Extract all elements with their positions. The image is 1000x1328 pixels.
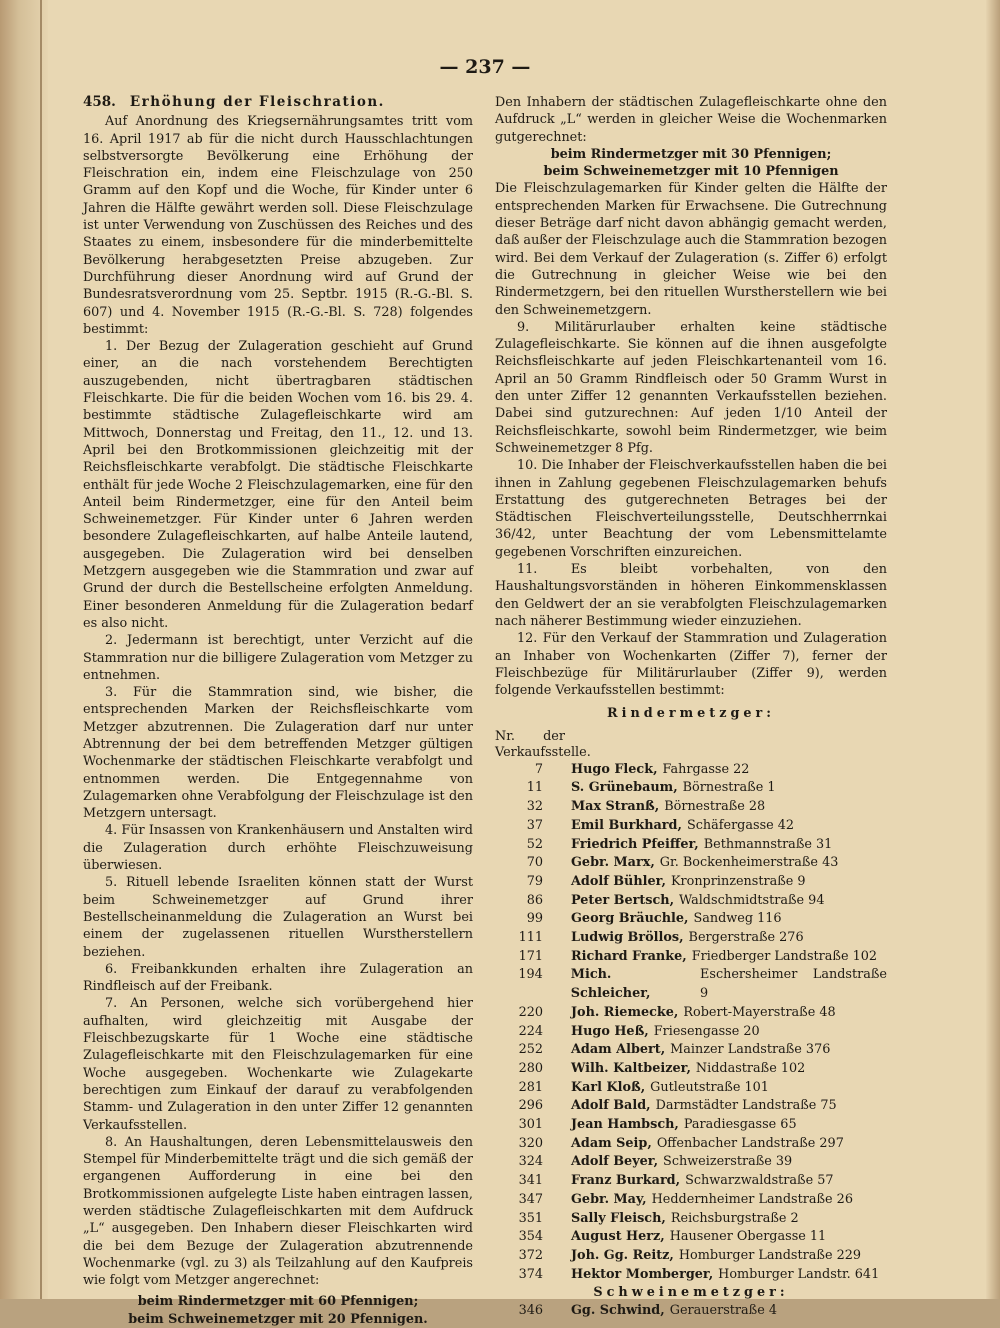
rate-rindermetzger: beim Rindermetzger mit 30 Pfennigen;: [550, 146, 832, 162]
list-item: [495, 817, 887, 836]
paragraph-3: 3. Für die Stammration sind, wie bisher, die entsprechenden Marken der Reichsfleischkarte vom Metzger abzutrennen. Die Zulageration darf nur unter Abtrennung der bei dem betreffenden Metzger gültigen Wochenmarke der städtischen Fleischkarte verabfolgt und entnommen werden. Die Entgegennahme von Zulagemarken ohne Verabfolgung der Fleischzulage ist den Metzgern untersagt.: [83, 685, 473, 822]
paragraph-7: 7. An Personen, welche sich vorübergehend hier aufhalten, wird gleichzeitig mit Ausgabe der Fleischbezugskarte für 1 Woche eine städtische Zulagefleischkarte mit den Fleischzulagemarken für eine Woche ausgegeben. Wochenkarte wie Zulagekarte berechtigen zum Einkauf der darauf zu verabfolgenden Stamm- und Zulageration in den unter Ziffer 12 genannten Verkaufsstellen.: [83, 996, 473, 1133]
list-item-number: 171: [518, 948, 543, 964]
list-item-addr: Friedberger Landstraße 102: [691, 948, 878, 964]
list-item-number: 111: [518, 930, 543, 946]
list-item-addr: Reichsburgstraße 2: [670, 1210, 799, 1226]
list-item: [495, 966, 887, 1003]
list-item-name: Joh. Riemecke,: [571, 1004, 679, 1020]
list-item-name: Gebr. May,: [571, 1191, 647, 1207]
list-item: [495, 1135, 887, 1154]
list-item-number: 301: [518, 1117, 543, 1133]
paragraph-8-end: Die Fleischzulagemarken für Kinder gelten die Hälfte der entsprechenden Marken für Erwachsene. Die Gutrechnung dieser Beträge darf nicht davon abhängig gemacht werden, daß außer der Fleischzulage auch die Stammration bezogen wird. Bei dem Verkauf der Zulageration (s. Ziffer 6) erfolgt die Gutrechnung in gleicher Weise wie bei den Rindermetzgern, bei den rituellen Wurstherstellern wie bei den Schweinemetzgern.: [495, 181, 888, 318]
section-heading: [83, 94, 473, 111]
list-item-name: Sally Fleisch,: [571, 1210, 666, 1226]
paragraph-8: 8. An Haushaltungen, deren Lebensmittelausweis den Stempel für Minderbemittelte trägt und die sich gemäß der ergangenen Aufforderung in eine bei den Brotkommissionen aufgelegte Liste haben eintragen lassen, werden städtische Zulagefleischkarten mit dem Aufdruck „L“ ausgegeben. Den Inhabern dieser Fleischkarten wird die bei dem Bezuge der Zulageration abzutrennende Wochenmarke (vgl. zu 3) als Teilzahlung auf den Kaufpreis wie folgt vom Metzger angerechnet:: [83, 1134, 473, 1289]
list-item-name: Wilh. Kaltbeizer,: [571, 1060, 691, 1076]
list-item-number: 324: [518, 1154, 543, 1170]
list-item-addr: Börnestraße 1: [682, 780, 776, 796]
list-item: [495, 1041, 887, 1060]
section-title: Erhöhung der Fleischration.: [129, 94, 385, 110]
list-item-addr: Niddastraße 102: [695, 1060, 806, 1076]
list-item: [495, 1210, 887, 1229]
list-item-number: 86: [526, 892, 543, 908]
paragraph-8-continued: Den Inhabern der städtischen Zulagefleischkarte ohne den Aufdruck „L“ werden in gleicher Weise die Wochenmarken gutgerechnet:: [495, 95, 887, 145]
list-item: [495, 1172, 887, 1191]
heading-rindermetzger: Rindermetzger:: [606, 706, 776, 722]
list-item-addr: Schweizerstraße 39: [663, 1154, 793, 1170]
list-item-addr: Bethmannstraße 31: [703, 836, 833, 852]
list-item-name: Emil Burkhard,: [571, 817, 682, 833]
list-item-addr: Mainzer Landstraße 376: [670, 1042, 831, 1058]
list-item-addr: Gr. Bockenheimerstraße 43: [659, 855, 839, 871]
list-item: [495, 873, 887, 892]
page-number: — 237 —: [439, 56, 531, 78]
list-item-name: Friedrich Pfeiffer,: [571, 836, 699, 852]
list-item-addr: Heddernheimer Landstraße 26: [651, 1191, 853, 1207]
list-item-name: Joh. Gg. Reitz,: [571, 1247, 674, 1263]
rate-rindermetzger-l: beim Rindermetzger mit 60 Pfennigen;: [137, 1294, 419, 1310]
list-item-number: 220: [518, 1004, 543, 1020]
list-column-header: [495, 729, 887, 761]
list-item: [495, 1266, 887, 1285]
list-item-addr: Börnestraße 28: [664, 799, 766, 815]
list-item-name: Ludwig Bröllos,: [571, 930, 684, 946]
list-item-name: Gebr. Marx,: [571, 855, 655, 871]
list-item: [495, 929, 887, 948]
list-item-name: Mich. Schleicher,: [570, 967, 651, 1002]
list-item-name: Adam Seip,: [571, 1135, 652, 1151]
list-item-number: 7: [534, 761, 543, 777]
heading-schweinemetzger: Schweinemetzger:: [593, 1285, 789, 1301]
list-item-addr: Paradiesgasse 65: [683, 1117, 797, 1133]
list-item: [495, 1153, 887, 1172]
list-item: [495, 1228, 887, 1247]
list-item: [495, 1116, 887, 1135]
list-item-number: 280: [518, 1060, 543, 1076]
list-item: [495, 1302, 887, 1321]
list-item-name: Hugo Fleck,: [571, 761, 658, 777]
list-item-number: 11: [526, 780, 543, 796]
list-item-name: Jean Hambsch,: [571, 1117, 679, 1133]
list-item: [495, 1023, 887, 1042]
list-item-number: 346: [518, 1302, 543, 1318]
list-item-name: Adolf Beyer,: [571, 1154, 659, 1170]
section-number: 458.: [83, 94, 116, 110]
left-column: [83, 94, 473, 1328]
list-item-number: 354: [518, 1229, 543, 1245]
right-column: [495, 94, 887, 1320]
list-item-name: Gg. Schwind,: [571, 1302, 665, 1318]
list-item-name: Adolf Bald,: [571, 1098, 651, 1114]
list-item-addr: Hausener Obergasse 11: [669, 1229, 827, 1245]
list-item-number: 224: [518, 1023, 543, 1039]
schweinemetzger-list: [495, 1302, 887, 1321]
list-item-number: 281: [518, 1079, 543, 1095]
list-item-number: 52: [526, 836, 543, 852]
list-item: [495, 1060, 887, 1079]
list-item-addr: Homburger Landstraße 229: [678, 1247, 862, 1263]
list-item: [495, 948, 887, 967]
list-item: [495, 892, 887, 911]
list-item: [495, 1004, 887, 1023]
list-item: [495, 1191, 887, 1210]
list-item-name: Hugo Heß,: [571, 1023, 649, 1039]
page-binding-edge: [0, 0, 48, 1299]
column-header-nr: Nr. der Verkaufsstelle.: [495, 728, 591, 760]
list-item-number: 347: [518, 1191, 543, 1207]
list-item-number: 79: [526, 873, 543, 889]
list-item-number: 374: [518, 1266, 543, 1282]
paragraph-4: 4. Für Insassen von Krankenhäusern und Anstalten wird die Zulageration durch erhöhte Fleischzuweisung überwiesen.: [83, 823, 473, 874]
list-item-number: 70: [526, 855, 543, 871]
list-item-number: 341: [518, 1173, 543, 1189]
rate-schweinemetzger: beim Schweinemetzger mit 10 Pfennigen: [543, 164, 839, 180]
paragraph-12: 12. Für den Verkauf der Stammration und Zulageration an Inhaber von Wochenkarten (Ziffer 7), ferner der Fleischbezüge für Militärurlauber (Ziffer 9), werden folgende Verkaufsstellen bestimmt:: [495, 631, 887, 699]
list-item-addr: Gerauerstraße 4: [669, 1302, 777, 1318]
list-item-addr: Offenbacher Landstraße 297: [656, 1135, 844, 1151]
list-item-name: Max Stranß,: [571, 799, 660, 815]
list-item-addr: Friesengasse 20: [653, 1023, 760, 1039]
list-item: [495, 836, 887, 855]
list-item-number: 372: [518, 1247, 543, 1263]
list-item-number: 32: [526, 799, 543, 815]
page-right-edge: [986, 0, 1000, 1299]
paragraph-2: 2. Jedermann ist berechtigt, unter Verzicht auf die Stammration nur die billigere Zulageration vom Metzger zu entnehmen.: [83, 633, 473, 683]
paragraph-1: 1. Der Bezug der Zulageration geschieht auf Grund einer, an die nach vorstehendem Berechtigten auszugebenden, nicht übertragbaren städtischen Fleischkarte. Die für die beiden Wochen vom 16. bis 29. 4. bestimmte städtische Zulagefleischkarte wird am Mittwoch, Donnerstag und Freitag, den 11., 12. und 13. April bei den Brotkommissionen gleichzeitig mit der Reichsfleischkarte verabfolgt. Die städtische Fleischkarte enthält für jede Woche 2 Fleischzulagemarken, eine für den Anteil beim Rindermetzger, eine für den Anteil beim Schweinemetzger. Für Kinder unter 6 Jahren werden besondere Zulagefleischkarten, auf halbe Anteile lautend, ausgegeben. Die Zulageration wird bei denselben Metzgern ausgegeben wie die Stammration und zwar auf Grund der durch die Bestellscheine erfolgten Anmeldung. Einer besonderen Anmeldung für die Zulageration bedarf es also nicht.: [83, 339, 473, 631]
paragraph-11: 11. Es bleibt vorbehalten, von den Haushaltungsvorständen in höheren Einkommensklassen den Geldwert der an sie verabfolgten Fleischzulagemarken nach näherer Bestimmung wieder einzuziehen.: [495, 562, 887, 629]
rate-schweinemetzger-l: beim Schweinemetzger mit 20 Pfennigen.: [128, 1311, 428, 1327]
paragraph-5: 5. Rituell lebende Israeliten können statt der Wurst beim Schweinemetzger auf Grund ihrer Bestellscheinanmeldung die Zulageration an Wurst bei einem der zugelassenen rituellen Wurstherstellern beziehen.: [83, 875, 473, 960]
list-item: [495, 1097, 887, 1116]
list-item-addr: Robert-Mayerstraße 48: [683, 1004, 836, 1020]
list-item-addr: Gutleutstraße 101: [650, 1079, 769, 1095]
list-item: [495, 854, 887, 873]
list-item-addr: Sandweg 116: [693, 911, 782, 927]
list-item-number: 320: [518, 1135, 543, 1151]
list-item-addr: Darmstädter Landstraße 75: [655, 1098, 837, 1114]
list-item-name: Adolf Bühler,: [571, 873, 666, 889]
rindermetzger-list: [495, 761, 887, 1285]
list-item-number: 37: [526, 817, 543, 833]
list-item-name: Peter Bertsch,: [571, 892, 675, 908]
list-item-name: Franz Burkard,: [571, 1173, 681, 1189]
list-item-name: Richard Franke,: [571, 948, 687, 964]
list-item: [495, 761, 887, 780]
list-item-number: 194: [518, 967, 543, 983]
list-item: [495, 798, 887, 817]
list-item-number: 296: [518, 1098, 543, 1114]
paragraph-10: 10. Die Inhaber der Fleischverkaufsstellen haben die bei ihnen in Zahlung gegebenen Fleischzulagemarken behufs Erstattung des gutgerechneten Betrages bei der Städtischen Fleischverteilungsstelle, Deutschherrnkai 36/42, unter Beachtung der vom Lebensmittelamte gegebenen Vorschriften einzureichen.: [495, 458, 887, 560]
list-item: [495, 1247, 887, 1266]
list-item: [495, 779, 887, 798]
list-item-number: 252: [518, 1042, 543, 1058]
list-item: [495, 1079, 887, 1098]
list-item: [495, 910, 887, 929]
list-item-number: 351: [518, 1210, 543, 1226]
list-item-name: August Herz,: [571, 1229, 665, 1245]
intro-paragraph: Auf Anordnung des Kriegsernährungsamtes tritt vom 16. April 1917 ab für die nicht durch Hausschlachtungen selbstversorgte Bevölkerung eine Erhöhung der Fleischration ein, indem eine Fleischzulage von 250 Gramm auf den Kopf und die Woche, für Kinder unter 6 Jahren die Hälfte gewährt werden soll. Diese Fleischzulage ist unter Verwendung von Zuschüssen des Reiches und des Staates zu einem, insbesondere für die minderbemittelte Bevölkerung herabgesetzten Preise abzugeben. Zur Durchführung dieser Anordnung wird auf Grund der Bundesratsverordnung vom 25. Septbr. 1915 (R.-G.-Bl. S. 607) und 4. November 1915 (R.-G.-Bl. S. 728) folgendes bestimmt:: [83, 114, 473, 337]
list-item-addr: Schäfergasse 42: [686, 817, 795, 833]
list-item-name: Karl Kloß,: [571, 1079, 646, 1095]
paragraph-6: 6. Freibankkunden erhalten ihre Zulageration an Rindfleisch auf der Freibank.: [83, 961, 473, 995]
list-item-name: S. Grünebaum,: [571, 780, 678, 796]
list-item-addr: Homburger Landstr. 641: [718, 1266, 880, 1282]
list-item-name: Hektor Momberger,: [571, 1266, 714, 1282]
list-item-addr: Waldschmidtstraße 94: [679, 892, 825, 908]
list-item-addr: Fahrgasse 22: [662, 761, 750, 777]
list-item-name: Adam Albert,: [571, 1042, 666, 1058]
list-item-addr: Schwarzwaldstraße 57: [685, 1173, 834, 1189]
list-item-addr: Eschersheimer Landstraße 9: [700, 967, 887, 1002]
list-item-addr: Kronprinzenstraße 9: [670, 873, 806, 889]
list-item-name: Georg Bräuchle,: [571, 911, 689, 927]
list-item-addr: Bergerstraße 276: [688, 930, 804, 946]
paragraph-9: 9. Militärurlauber erhalten keine städtische Zulagefleischkarte. Sie können auf die ihnen ausgefolgte Reichsfleischkarte auf jeden Fleischkartenanteil vom 16. April an 50 Gramm Rindfleisch oder 50 Gramm Wurst in den unter Ziffer 12 genannten Verkaufsstellen beziehen. Dabei sind gutzurechnen: Auf jeden 1/10 Anteil der Reichsfleischkarte, sowohl beim Rindermetzger, wie beim Schweinemetzger 8 Pfg.: [495, 319, 887, 456]
list-item-number: 99: [526, 911, 543, 927]
